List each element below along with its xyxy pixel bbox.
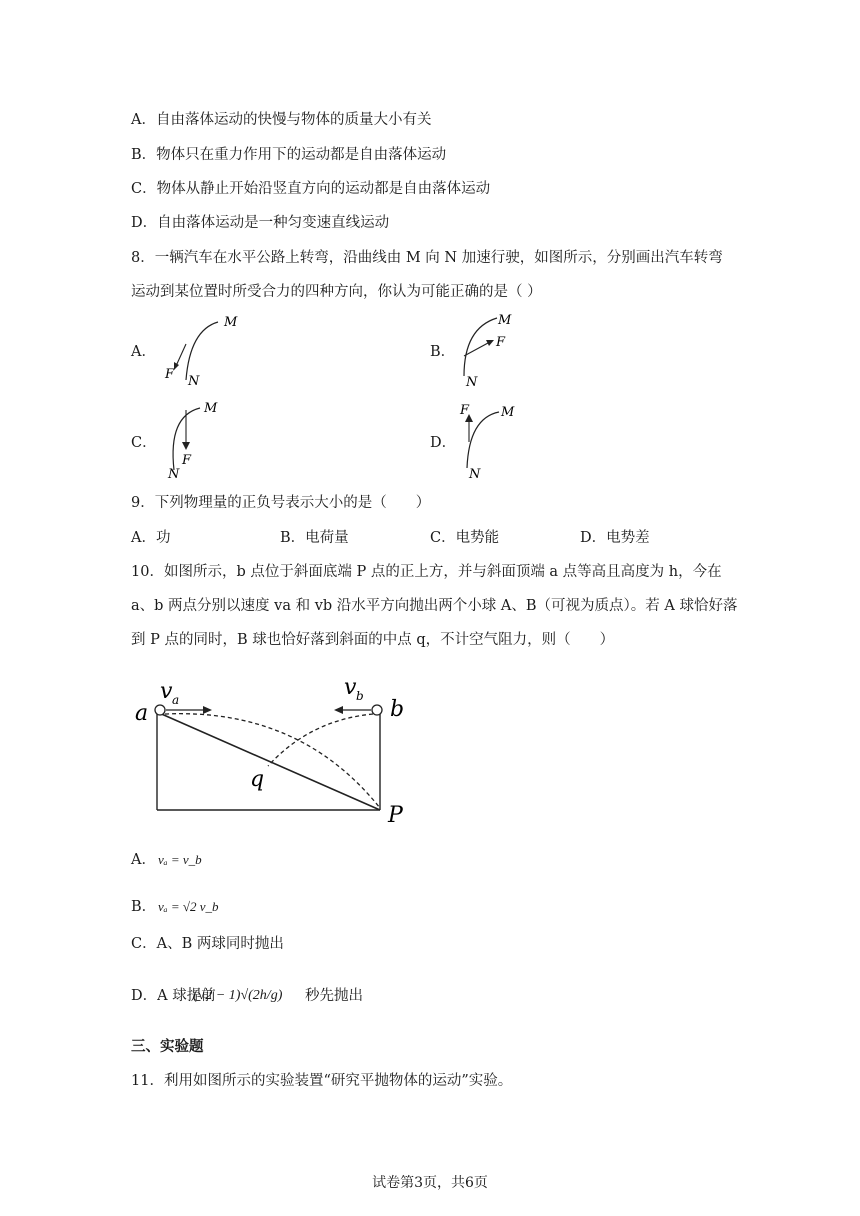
q8-d-m-label: M (501, 405, 515, 420)
q8-b-n-label: N (466, 375, 478, 390)
q8-b-f-label: F (496, 335, 506, 350)
q8-d-f-label: F (460, 403, 470, 418)
q10-option-d-label: D．A 球提前 (131, 988, 216, 1004)
q8-b-m-label: M (498, 313, 512, 328)
label-vb: v (344, 675, 357, 700)
q10-stem-line3: 到 P 点的同时，B 球也恰好落到斜面的中点 q，不计空气阻力，则（ ） (131, 632, 615, 648)
q9-option-c: C．电势能 (430, 530, 500, 546)
q9-stem: 9．下列物理量的正负号表示大小的是（ ） (131, 495, 431, 511)
page-footer: 试卷第3页，共6页 (372, 1175, 488, 1191)
q9-option-a: A．功 (131, 530, 171, 546)
q8-option-d-label: D． (430, 435, 457, 451)
q8-c-f-label: F (182, 453, 192, 468)
label-a: a (135, 701, 149, 726)
q8-option-b-label: B． (430, 344, 456, 360)
q10-stem-line1: 10．如图所示，b 点位于斜面底端 P 点的正上方，并与斜面顶端 a 点等高且高度为 h，今在 (131, 564, 722, 580)
q7-option-a: A．自由落体运动的快慢与物体的质量大小有关 (131, 112, 432, 128)
q10-option-d-suffix: 秒先抛出 (305, 988, 363, 1004)
label-q: q (250, 767, 265, 792)
q10-option-a-label: A． (131, 852, 156, 868)
q10-option-b-label: B． (131, 899, 157, 915)
q7-option-d: D．自由落体运动是一种匀变速直线运动 (131, 215, 390, 231)
q8-a-m-label: M (224, 315, 238, 330)
q8-a-f-label: F (165, 367, 175, 382)
label-va-sub: a (172, 693, 180, 707)
q8-option-c-label: C． (131, 435, 157, 451)
label-va: v (160, 679, 173, 704)
q8-c-m-label: M (204, 401, 218, 416)
q8-option-a-label: A． (131, 344, 156, 360)
label-p: P (388, 803, 403, 828)
q10-incline-figure (130, 670, 420, 830)
q8-c-n-label: N (168, 467, 180, 482)
q8-a-n-label: N (188, 374, 200, 389)
q9-option-b: B．电荷量 (280, 530, 349, 546)
q7-option-b: B．物体只在重力作用下的运动都是自由落体运动 (131, 147, 447, 163)
ball-a (155, 705, 165, 715)
q10-option-b-math: vₐ = √2 v_b (158, 899, 219, 914)
q11-stem: 11．利用如图所示的实验装置“研究平抛物体的运动”实验。 (131, 1073, 513, 1089)
label-vb-sub: b (356, 689, 364, 703)
section-heading: 三、实验题 (131, 1038, 204, 1055)
q8-figure-b (452, 308, 532, 392)
q9-option-d: D．电势差 (580, 530, 650, 546)
q10-stem-line2: a、b 两点分别以速度 va 和 vb 沿水平方向抛出两个小球 A、B（可视为质点）。若 A 球恰好落 (131, 598, 738, 614)
q10-option-c: C．A、B 两球同时抛出 (131, 936, 284, 952)
q8-figure-a (160, 312, 240, 392)
q8-figure-c (160, 398, 240, 482)
ball-b (372, 705, 382, 715)
q8-stem-line2: 运动到某位置时所受合力的四种方向，你认为可能正确的是（ ） (131, 284, 542, 300)
q8-figure-d (455, 398, 535, 482)
q10-option-d-math: (√2 − 1)√(2h/g) (193, 988, 283, 1003)
q10-option-a-math: vₐ = v_b (158, 852, 202, 867)
q8-d-n-label: N (469, 467, 481, 482)
label-b: b (390, 697, 405, 722)
q8-stem-line1: 8．一辆汽车在水平公路上转弯，沿曲线由 M 向 N 加速行驶，如图所示，分别画出汽车转弯 (131, 250, 723, 266)
q7-option-c: C．物体从静止开始沿竖直方向的运动都是自由落体运动 (131, 181, 491, 197)
